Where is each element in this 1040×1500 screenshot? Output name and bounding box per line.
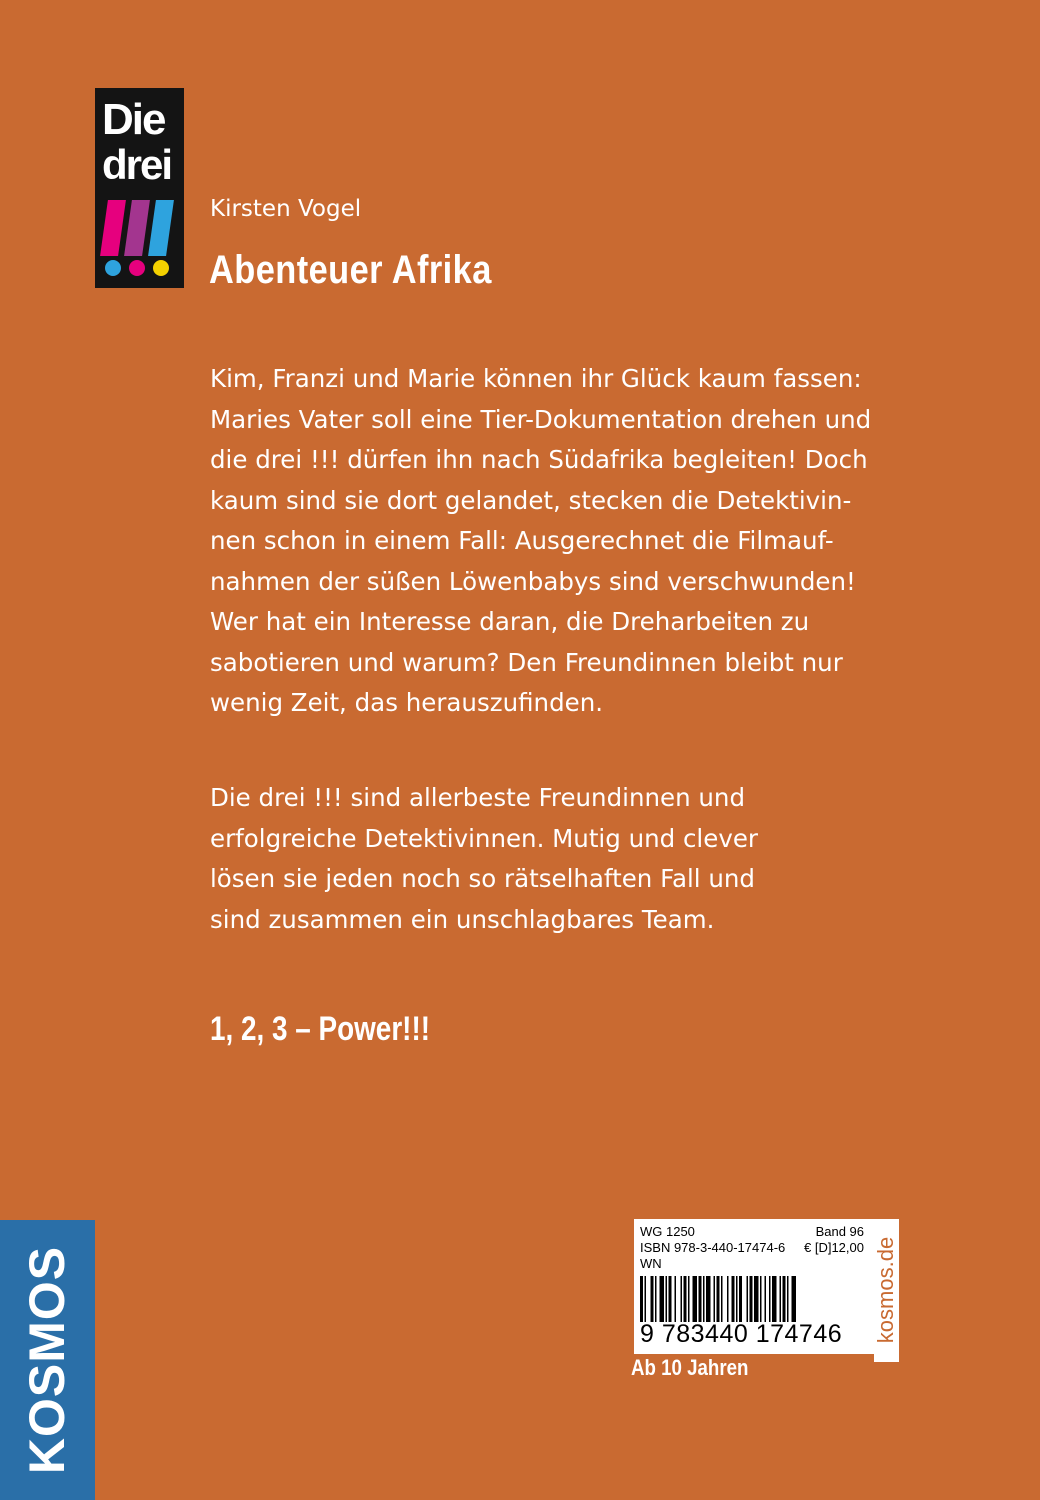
- barcode-panel: [634, 1219, 874, 1354]
- code-label: WN: [640, 1256, 662, 1271]
- blurb-line: Wer hat ein Interesse daran, die Dreharbeiten zu: [210, 607, 810, 636]
- publisher-logo-text: KOSMOS: [19, 1245, 75, 1475]
- logo-dot-1: [105, 260, 121, 276]
- blurb-line: erfolgreiche Detektivinnen. Mutig und clever: [210, 823, 758, 853]
- blurb-line: wenig Zeit, das herauszufinden.: [210, 688, 604, 717]
- blurb-line: Kim, Franzi und Marie können ihr Glück kaum fassen:: [210, 364, 862, 393]
- series-slogan: 1, 2, 3 – Power!!!: [210, 1010, 431, 1048]
- logo-dot-2: [129, 260, 145, 276]
- blurb-line: sind zusammen ein unschlagbares Team.: [210, 904, 715, 934]
- publisher-website: kosmos.de: [873, 1236, 898, 1344]
- barcode-row-3: [640, 1257, 864, 1270]
- product-group: WG 1250: [640, 1224, 695, 1239]
- logo-dot-3: [153, 260, 169, 276]
- blurb-line: kaum sind sie dort gelandet, stecken die Detektivin-: [210, 485, 852, 515]
- blurb-line: Die drei !!! sind allerbeste Freundinnen und: [210, 783, 745, 812]
- blurb-paragraph-1: [210, 359, 930, 724]
- blurb-line: nen schon in einem Fall: Ausgerechnet die Filmauf-: [210, 526, 834, 555]
- publisher-strip: [0, 1220, 95, 1500]
- book-author: Kirsten Vogel: [210, 196, 362, 222]
- series-logo: [95, 88, 184, 288]
- age-recommendation: Ab 10 Jahren: [631, 1355, 749, 1380]
- logo-text-drei: drei: [102, 141, 172, 188]
- blurb-line: Maries Vater soll eine Tier-Dokumentation drehen und: [210, 404, 872, 434]
- blurb-line: die drei !!! dürfen ihn nach Südafrika begleiten! Doch: [210, 445, 868, 474]
- barcode-row-2: [640, 1241, 864, 1254]
- logo-exclamation-1: [100, 200, 126, 256]
- price-label: € [D]12,00: [804, 1240, 864, 1255]
- barcode-row-1: [640, 1225, 864, 1238]
- logo-text-die: Die: [102, 95, 165, 144]
- blurb-line: sabotieren und warum? Den Freundinnen bleibt nur: [210, 647, 843, 677]
- logo-exclamation-3: [148, 200, 174, 256]
- website-strip: [874, 1219, 899, 1362]
- book-title: Abenteuer Afrika: [209, 248, 492, 292]
- isbn-number: ISBN 978-3-440-17474-6: [640, 1240, 786, 1255]
- volume-number: Band 96: [815, 1224, 864, 1239]
- barcode-digits: 9 783440 174746: [638, 1322, 874, 1347]
- blurb-line: nahmen der süßen Löwenbabys sind verschwunden!: [210, 566, 856, 596]
- logo-exclamation-2: [124, 200, 150, 256]
- blurb-line: lösen sie jeden noch so rätselhaften Fall und: [210, 864, 755, 893]
- blurb-paragraph-2: [210, 778, 930, 940]
